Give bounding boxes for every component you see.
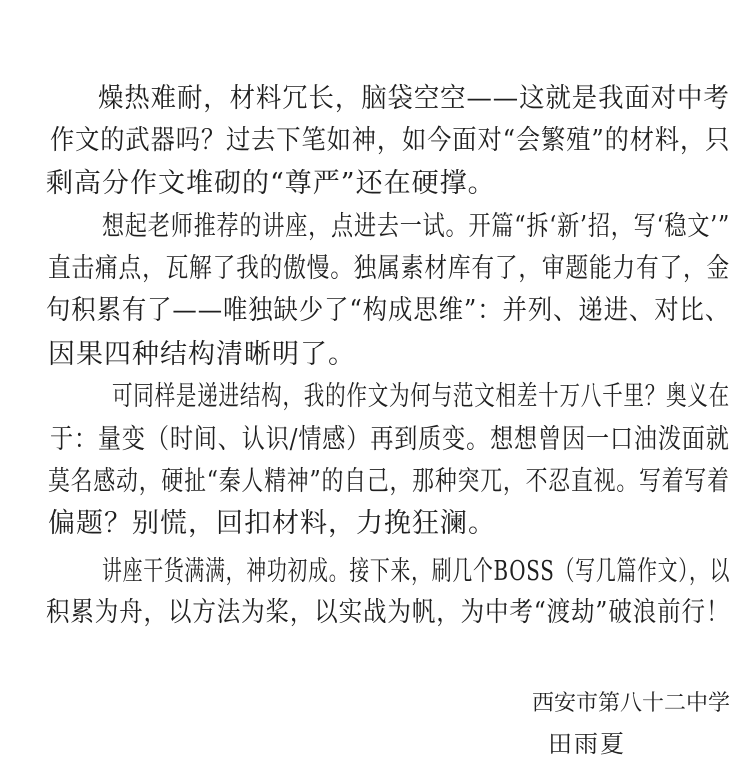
text-line: 想起老师推荐的讲座，点进去一试。开篇“拆‘新’招，写‘稳文’”	[102, 211, 731, 242]
text-line: 直击痛点，瓦解了我的傲慢。独属素材库有了，审题能力有了，金	[48, 253, 731, 284]
text-line: 莫名感动，硬扯“秦人精神”的自己，那种突兀，不忍直视。写着写着	[48, 466, 730, 497]
signature-school: 西安市第八十二中学	[532, 691, 731, 716]
text-line: 剩高分作文堆砌的“尊严”还在硬撑。	[46, 168, 496, 199]
text-line: 于：量变（时间、认识/情感）再到质变。想想曾因一口油泼面就	[50, 424, 730, 455]
text-line: 句积累有了——唯独缺少了“构成思维”：并列、递进、对比、	[46, 295, 731, 326]
text-line: 积累为舟，以方法为桨，以实战为帆，为中考“渡劫”破浪前行！	[46, 597, 731, 628]
signature-name: 田雨夏	[548, 730, 626, 758]
text-line: 作文的武器吗？过去下笔如神，如今面对“会繁殖”的材料，只	[50, 125, 731, 156]
text-line: 可同样是递进结构，我的作文为何与范文相差十万八千里？奥义在	[112, 381, 730, 412]
text-line: 因果四种结构清晰明了。	[48, 339, 356, 370]
text-line: 偏题？别慌，回扣材料，力挽狂澜。	[48, 508, 496, 539]
text-line: 讲座干货满满，神功初成。接下来，刷几个BOSS（写几篇作文），以	[102, 556, 731, 587]
text-line: 燥热难耐，材料冗长，脑袋空空——这就是我面对中考	[98, 83, 730, 114]
